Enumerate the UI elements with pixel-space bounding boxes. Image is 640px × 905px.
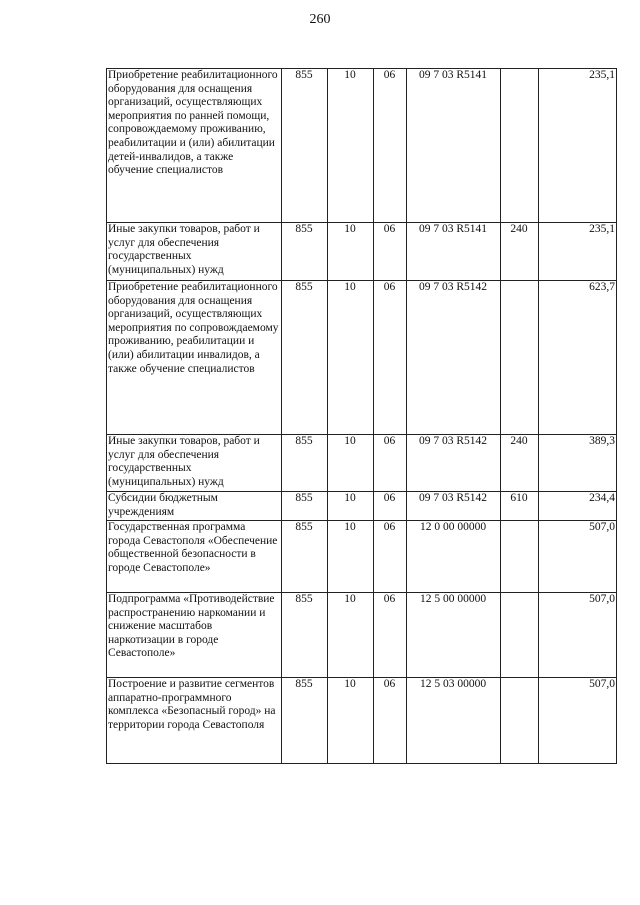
- row-name-cell: Приобретение реабилитационного оборудования для оснащения организаций, осуществляющих мероприятия по ранней помощи, сопровождаемому проживанию, реабилитации и (или) абилитации детей-инвалидов, а также обучение специалистов: [107, 69, 282, 223]
- target-article-cell: 12 5 03 00000: [407, 678, 501, 764]
- ministry-code-cell: 855: [282, 223, 328, 281]
- expense-type-cell: [501, 69, 539, 223]
- table-row: [107, 281, 617, 435]
- page-number: 260: [309, 12, 331, 27]
- target-article-cell: 12 0 00 00000: [407, 521, 501, 593]
- ministry-code-cell: 855: [282, 281, 328, 435]
- subsection-code-cell: 06: [374, 492, 407, 521]
- ministry-code-cell: 855: [282, 69, 328, 223]
- subsection-code-cell: 06: [374, 678, 407, 764]
- expense-type-cell: [501, 678, 539, 764]
- row-name-cell: Иные закупки товаров, работ и услуг для обеспечения государственных (муниципальных) нужд: [107, 223, 282, 281]
- section-code-cell: 10: [328, 69, 374, 223]
- expense-type-cell: 240: [501, 223, 539, 281]
- subsection-code-cell: 06: [374, 435, 407, 492]
- amount-cell: 389,3: [539, 435, 617, 492]
- target-article-cell: 09 7 03 R5142: [407, 281, 501, 435]
- row-name-cell: Подпрограмма «Противодействие распространению наркомании и снижение масштабов наркотизации в городе Севастополе»: [107, 593, 282, 678]
- ministry-code-cell: 855: [282, 521, 328, 593]
- amount-cell: 507,0: [539, 593, 617, 678]
- section-code-cell: 10: [328, 593, 374, 678]
- subsection-code-cell: 06: [374, 593, 407, 678]
- table-row: [107, 593, 617, 678]
- row-name-cell: Государственная программа города Севастополя «Обеспечение общественной безопасности в городе Севастополе»: [107, 521, 282, 593]
- table-row: [107, 435, 617, 492]
- amount-cell: 235,1: [539, 223, 617, 281]
- target-article-cell: 09 7 03 R5141: [407, 69, 501, 223]
- ministry-code-cell: 855: [282, 678, 328, 764]
- table-row: [107, 678, 617, 764]
- row-name-cell: Приобретение реабилитационного оборудования для оснащения организаций, осуществляющих мероприятия по сопровождаемому проживанию, реабилитации и (или) абилитации инвалидов, а также обучение специалистов: [107, 281, 282, 435]
- subsection-code-cell: 06: [374, 223, 407, 281]
- target-article-cell: 09 7 03 R5142: [407, 492, 501, 521]
- amount-cell: 507,0: [539, 521, 617, 593]
- target-article-cell: 09 7 03 R5141: [407, 223, 501, 281]
- subsection-code-cell: 06: [374, 69, 407, 223]
- ministry-code-cell: 855: [282, 492, 328, 521]
- row-name-cell: Субсидии бюджетным учреждениям: [107, 492, 282, 521]
- amount-cell: 235,1: [539, 69, 617, 223]
- subsection-code-cell: 06: [374, 521, 407, 593]
- table-row: [107, 521, 617, 593]
- table-row: [107, 492, 617, 521]
- section-code-cell: 10: [328, 521, 374, 593]
- ministry-code-cell: 855: [282, 593, 328, 678]
- section-code-cell: 10: [328, 223, 374, 281]
- row-name-cell: Построение и развитие сегментов аппаратно-программного комплекса «Безопасный город» на территории города Севастополя: [107, 678, 282, 764]
- expense-type-cell: 240: [501, 435, 539, 492]
- section-code-cell: 10: [328, 281, 374, 435]
- table-row: [107, 69, 617, 223]
- subsection-code-cell: 06: [374, 281, 407, 435]
- ministry-code-cell: 855: [282, 435, 328, 492]
- amount-cell: 234,4: [539, 492, 617, 521]
- table-row: [107, 223, 617, 281]
- expense-type-cell: [501, 593, 539, 678]
- expense-type-cell: [501, 521, 539, 593]
- target-article-cell: 12 5 00 00000: [407, 593, 501, 678]
- expense-type-cell: 610: [501, 492, 539, 521]
- section-code-cell: 10: [328, 492, 374, 521]
- section-code-cell: 10: [328, 435, 374, 492]
- section-code-cell: 10: [328, 678, 374, 764]
- amount-cell: 623,7: [539, 281, 617, 435]
- target-article-cell: 09 7 03 R5142: [407, 435, 501, 492]
- amount-cell: 507,0: [539, 678, 617, 764]
- expense-type-cell: [501, 281, 539, 435]
- budget-table: [106, 68, 617, 764]
- row-name-cell: Иные закупки товаров, работ и услуг для обеспечения государственных (муниципальных) нужд: [107, 435, 282, 492]
